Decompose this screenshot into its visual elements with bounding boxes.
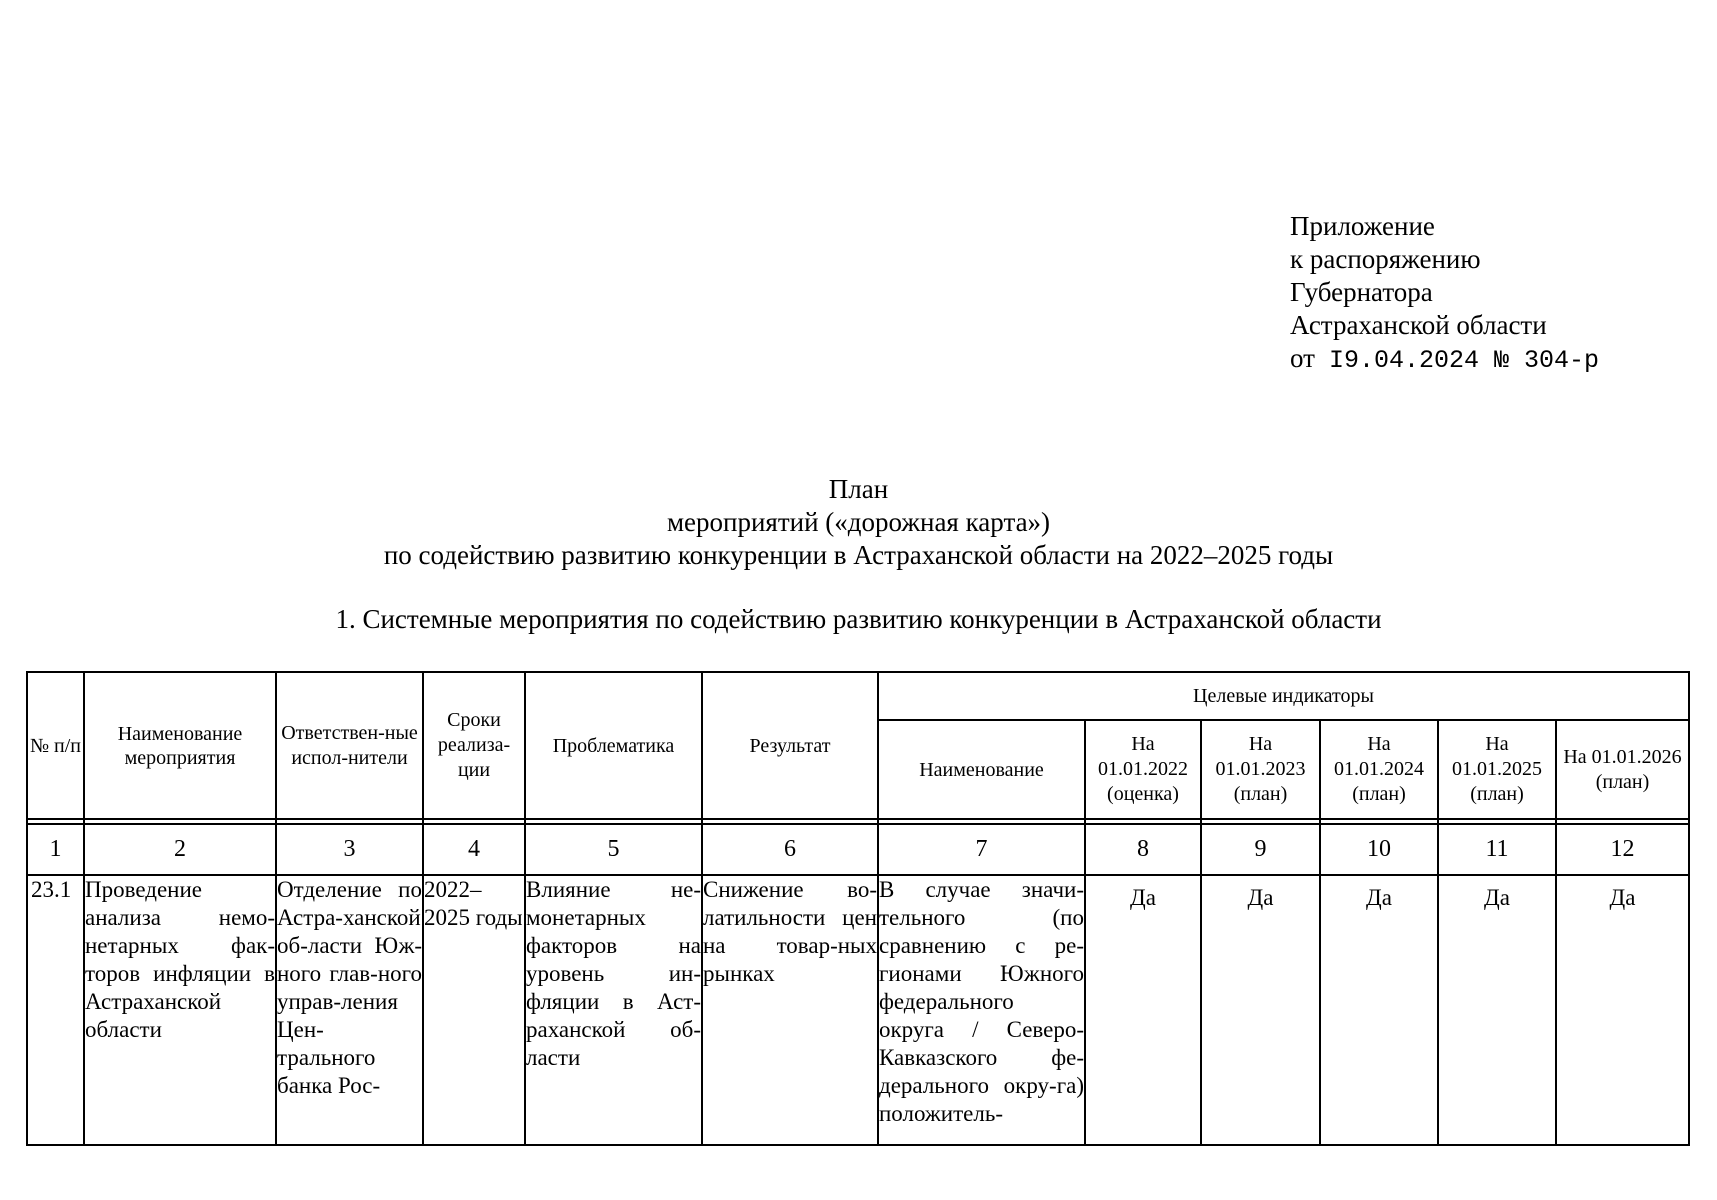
col-header-num: № п/п <box>27 672 84 819</box>
column-numbers-row <box>27 824 1689 875</box>
cell-num: 23.1 <box>27 875 84 1145</box>
column-number: 2 <box>84 824 276 875</box>
col-header-period: Сроки реализа-ции <box>423 672 525 819</box>
col-header-responsible: Ответствен-ные испол-нители <box>276 672 423 819</box>
column-number: 4 <box>423 824 525 875</box>
date-value: I9.04.2024 № 304-р <box>1328 346 1599 375</box>
cell-2022: Да <box>1085 875 1201 1145</box>
title-line1: План <box>828 474 889 504</box>
cell-2024: Да <box>1320 875 1438 1145</box>
cell-name: Проведение анализа немо-нетарных фак-торов инфляции в Астраханской области <box>84 875 276 1145</box>
col-header-result: Результат <box>702 672 878 819</box>
cell-result: Снижение во-латильности цен на товар-ных рынках <box>702 875 878 1145</box>
title-line2: мероприятий («дорожная карта») <box>666 507 1051 537</box>
document-title <box>0 473 1717 572</box>
appendix-block <box>1290 210 1599 377</box>
cell-period: 2022–2025 годы <box>423 875 525 1145</box>
column-number: 3 <box>276 824 423 875</box>
cell-2026: Да <box>1556 875 1689 1145</box>
header-row-1 <box>27 672 1689 720</box>
col-header-2025: На 01.01.2025 (план) <box>1438 720 1556 819</box>
section-title: 1. Системные мероприятия по содействию развитию конкуренции в Астраханской области <box>335 604 1382 634</box>
col-header-2022: На 01.01.2022 (оценка) <box>1085 720 1201 819</box>
table-row <box>27 875 1689 1145</box>
appendix-line3: Губернатора <box>1290 277 1433 307</box>
col-header-indicators: Целевые индикаторы <box>878 672 1689 720</box>
title-line3: по содействию развитию конкуренции в Астраханской области на 2022–2025 годы <box>383 540 1334 570</box>
column-number: 7 <box>878 824 1085 875</box>
col-header-2024: На 01.01.2024 (план) <box>1320 720 1438 819</box>
column-number: 6 <box>702 824 878 875</box>
appendix-line4: Астраханской области <box>1290 310 1547 340</box>
appendix-line1: Приложение <box>1290 211 1435 241</box>
cell-problem: Влияние не-монетарных факторов на уровень ин-фляции в Аст-раханской об-ласти <box>525 875 702 1145</box>
column-number: 11 <box>1438 824 1556 875</box>
column-number: 10 <box>1320 824 1438 875</box>
appendix-line2: к распоряжению <box>1290 244 1481 274</box>
cell-responsible: Отделение по Астра-ханской об-ласти Юж-ного глав-ного управ-ления Цен-трального банка Рос- <box>276 875 423 1145</box>
plan-table <box>26 671 1690 1146</box>
col-header-ind-name: Наименование <box>878 720 1085 819</box>
column-number: 9 <box>1201 824 1320 875</box>
col-header-problem: Проблематика <box>525 672 702 819</box>
column-number: 8 <box>1085 824 1201 875</box>
column-number: 5 <box>525 824 702 875</box>
cell-2025: Да <box>1438 875 1556 1145</box>
col-header-2023: На 01.01.2023 (план) <box>1201 720 1320 819</box>
column-number: 1 <box>27 824 84 875</box>
col-header-2026: На 01.01.2026 (план) <box>1556 720 1689 819</box>
col-header-name: Наименование мероприятия <box>84 672 276 819</box>
column-number: 12 <box>1556 824 1689 875</box>
appendix-date-line <box>1290 342 1599 377</box>
cell-2023: Да <box>1201 875 1320 1145</box>
cell-indicator: В случае значи-тельного (по сравнению с ре-гионами Южного федерального округа / Северо-Кавказского фе-дерального окру-га) положитель- <box>878 875 1085 1145</box>
date-prefix: от <box>1290 343 1315 373</box>
